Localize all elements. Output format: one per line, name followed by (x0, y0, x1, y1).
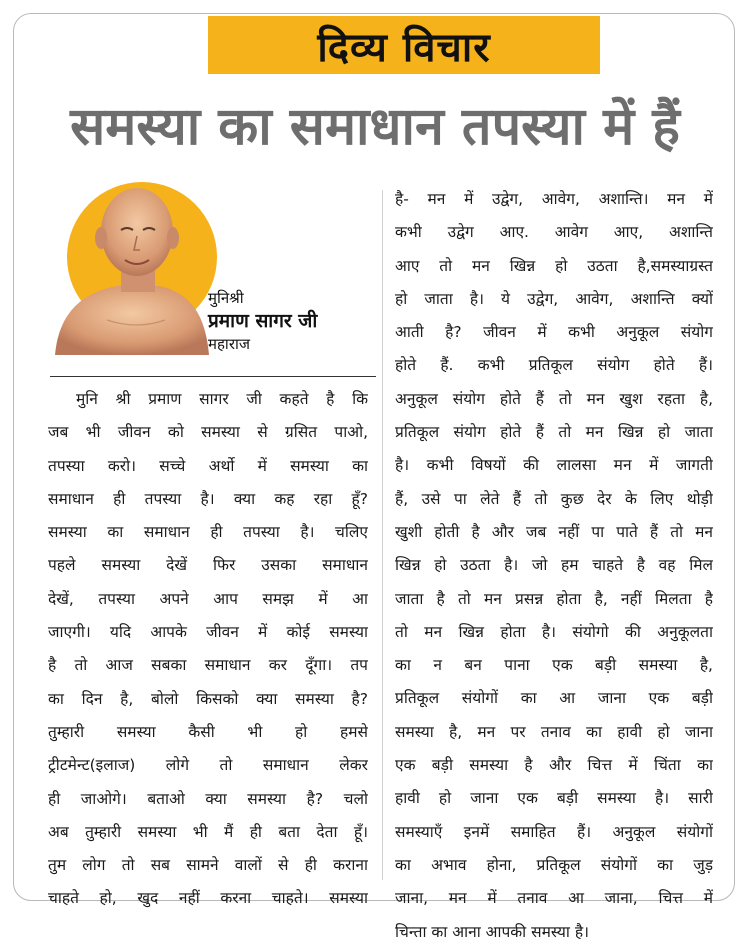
text-line: ट्रीटमेन्ट(इलाज) लोगे तो समाधान लेकर (48, 756, 368, 775)
text-line: जब भी जीवन को समस्या से ग्रसित पाओ, (48, 423, 368, 442)
text-line: है तो आज सबका समाधान कर दूँगा। तप (48, 656, 368, 675)
text-line: देखें, तपस्या अपने आप समझ में आ (48, 589, 368, 608)
text-line: तुम लोग तो सब सामने वालों से ही कराना (48, 856, 368, 875)
text-line: का अभाव होना, प्रतिकूल संयोगों का जुड़ (395, 855, 713, 874)
text-line: जाएगी। यदि आपके जीवन में कोई समस्या (48, 623, 368, 642)
text-line: आती है? जीवन में कभी अनुकूल संयोग (395, 323, 713, 342)
text-line: प्रतिकूल संयोग होते हैं तो मन खिन्न हो जाता (395, 423, 713, 442)
author-portrait (55, 180, 215, 355)
text-line: है- मन में उद्वेग, आवेग, अशान्ति। मन में (395, 190, 713, 208)
text-line: होते हैं. कभी प्रतिकूल संयोग होते हैं। (395, 356, 713, 375)
text-line: तपस्या करो। सच्चे अर्थो में समस्या का (48, 456, 368, 475)
text-line: पहले समस्या देखें फिर उसका समाधान (48, 556, 368, 575)
text-line: खिन्न हो उठता है। जो हम चाहते है वह मिल (395, 556, 713, 575)
text-line: समाधान ही तपस्या है। क्या कह रहा हूँ? (48, 489, 368, 508)
text-line: चिन्ता का आना आपकी समस्या है। (395, 922, 589, 941)
text-line: एक बड़ी समस्या है और चित्त में चिंता का (395, 756, 713, 775)
text-line: जाता है तो मन प्रसन्न होता है, नहीं मिलता है (395, 589, 713, 608)
text-line: तो मन खिन्न होता है। संयोगो की अनुकूलता (395, 622, 713, 641)
text-line: हावी हो जाना एक बड़ी समस्या है। सारी (395, 789, 713, 808)
author-name: प्रमाण सागर जी (208, 310, 318, 332)
text-line: मुनि श्री प्रमाण सागर जी कहते है कि (76, 390, 368, 408)
author-suffix: महाराज (208, 335, 250, 353)
text-line: तुम्हारी समस्या कैसी भी हो हमसे (48, 722, 368, 741)
column-top-rule (50, 376, 376, 377)
section-banner (208, 16, 600, 74)
text-line: समस्याएँ इनमें समाहित हैं। अनुकूल संयोगों (395, 822, 713, 841)
article-column-left (48, 383, 368, 916)
author-prefix: मुनिश्री (208, 289, 244, 307)
text-line: अनुकूल संयोग होते हैं तो मन खुश रहता है, (395, 389, 713, 408)
text-line: हो जाता है। ये उद्वेग, आवेग, अशान्ति क्यों (395, 289, 713, 308)
text-line: खुशी होती है और जब नहीं पा पाते हैं तो मन (395, 522, 713, 541)
author-byline (208, 288, 317, 354)
text-line: आए तो मन खिन्न हो उठता है,समस्याग्रस्त (395, 256, 713, 275)
text-line: प्रतिकूल संयोगों का आ जाना एक बड़ी (395, 689, 713, 708)
text-line: हैं, उसे पा लेते हैं तो कुछ देर के लिए थोड़ी (395, 489, 713, 508)
section-title: दिव्य विचार (317, 24, 491, 71)
text-line: ही जाओगे। बताओ क्या समस्या है? चलो (48, 789, 368, 808)
text-line: अब तुम्हारी समस्या भी मैं ही बता देता हूँ। (48, 822, 368, 841)
article-headline: समस्या का समाधान तपस्या में हैं (70, 97, 680, 157)
text-line: कभी उद्वेग आए. आवेग आए, अशान्ति (395, 223, 713, 242)
article-column-right (395, 183, 713, 949)
column-divider (382, 190, 383, 880)
text-line: समस्या का समाधान ही तपस्या है। चलिए (48, 523, 368, 542)
text-line: चाहते हो, खुद नहीं करना चाहते। समस्या (48, 889, 368, 908)
text-line: का दिन है, बोलो किसको क्या समस्या है? (48, 689, 368, 708)
text-line: जाना, मन में तनाव आ जाना, चित्त में (395, 889, 713, 908)
text-line: है। कभी विषयों की लालसा मन में जागती (395, 456, 713, 475)
monk-portrait-illustration (55, 180, 215, 355)
text-line: समस्या है, मन पर तनाव का हावी हो जाना (395, 722, 713, 741)
text-line: का न बन पाना एक बड़ी समस्या है, (395, 656, 713, 675)
